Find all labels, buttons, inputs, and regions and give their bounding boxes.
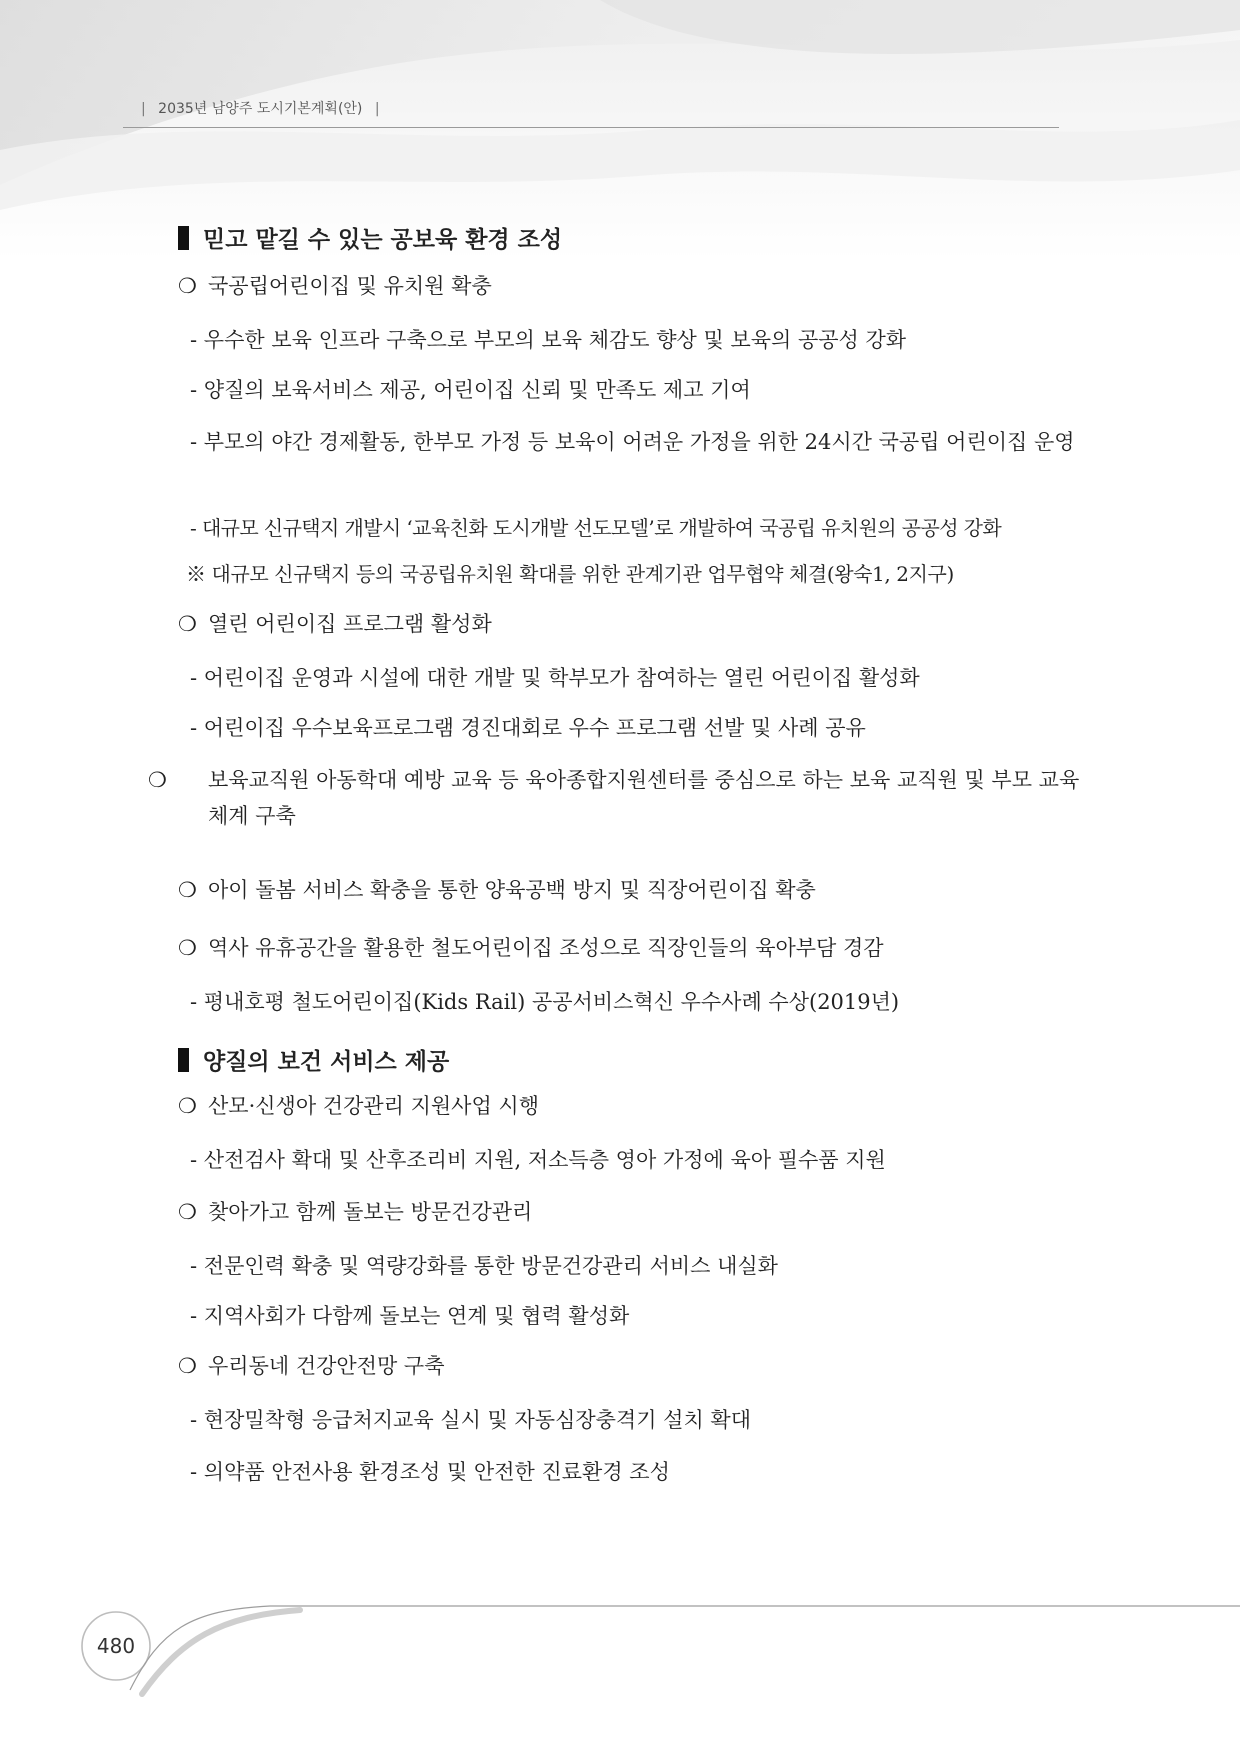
item-text: 현장밀착형 응급처지교육 실시 및 자동심장충격기 설치 확대: [203, 1408, 751, 1432]
item-text: 열린 어린이집 프로그램 활성화: [208, 612, 492, 636]
item-text: 아이 돌봄 서비스 확충을 통한 양육공백 방지 및 직장어린이집 확충: [208, 878, 816, 902]
sub-item: [178, 1248, 1094, 1284]
item-text: 산전검사 확대 및 산후조리비 지원, 저소득층 영아 가정에 육아 필수품 지원: [203, 1148, 886, 1172]
dash-bullet: -: [190, 430, 198, 454]
item-text: 찾아가고 함께 돌보는 방문건강관리: [208, 1200, 533, 1224]
header-bar-left: |: [141, 101, 146, 117]
item-text: ※ 대규모 신규택지 등의 국공립유치원 확대를 위한 관계기관 업무협약 체결(왕숙1, 2지구): [186, 562, 954, 586]
circle-bullet-icon: ❍: [178, 274, 197, 298]
item-text: 부모의 야간 경제활동, 한부모 가정 등 보육이 어려운 가정을 위한 24시간 국공립 어린이집 운영: [203, 430, 1075, 454]
note-item: [178, 556, 1066, 592]
section-marker-icon: [178, 226, 189, 250]
dash-bullet: -: [190, 1254, 198, 1278]
item-text: 역사 유휴공간을 활용한 철도어린이집 조성으로 직장인들의 육아부담 경감: [208, 936, 884, 960]
circle-bullet-icon: ❍: [178, 878, 197, 902]
header-background-swoosh: [0, 0, 1240, 260]
circle-bullet-icon: ❍: [178, 1354, 197, 1378]
item-text: 우수한 보육 인프라 구축으로 부모의 보육 체감도 향상 및 보육의 공공성 강화: [203, 328, 907, 352]
sub-item: [178, 710, 1094, 746]
sub-item: [178, 1454, 1094, 1490]
circle-bullet-icon: ❍: [178, 612, 197, 636]
circle-bullet-icon: ❍: [178, 936, 197, 960]
circle-bullet-icon: ❍: [148, 768, 167, 792]
dash-bullet: -: [190, 716, 198, 740]
list-item: [178, 930, 1058, 966]
footer-swoosh: [70, 1590, 1240, 1700]
dash-bullet: -: [190, 666, 198, 690]
document-title: 2035년 남양주 도시기본계획(안): [158, 101, 363, 117]
item-text: 보육교직원 아동학대 예방 교육 등 육아종합지원센터를 중심으로 하는 보육 교직원 및 부모 교육체계 구축: [208, 768, 1080, 828]
section-marker-icon: [178, 1048, 189, 1072]
item-text: 전문인력 확충 및 역량강화를 통한 방문건강관리 서비스 내실화: [203, 1254, 778, 1278]
item-text: 국공립어린이집 및 유치원 확충: [208, 274, 492, 298]
list-item: [178, 268, 1058, 304]
circle-bullet-icon: ❍: [178, 1200, 197, 1224]
dash-bullet: -: [190, 1460, 198, 1484]
dash-bullet: -: [190, 1304, 198, 1328]
sub-item: [178, 322, 1094, 358]
header-rule: [123, 127, 1059, 128]
section-title: 믿고 맡길 수 있는 공보육 환경 조성: [203, 227, 563, 253]
dash-bullet: -: [190, 990, 198, 1014]
circle-bullet-icon: ❍: [178, 1094, 197, 1118]
item-text: 어린이집 우수보육프로그램 경진대회로 우수 프로그램 선발 및 사례 공유: [203, 716, 866, 740]
list-item: [178, 872, 1058, 908]
sub-item: [178, 1142, 1094, 1178]
dash-bullet: -: [190, 378, 198, 402]
item-text: 평내호평 철도어린이집(Kids Rail) 공공서비스혁신 우수사례 수상(2019년): [203, 990, 900, 1014]
section-heading: [178, 222, 1058, 258]
list-item: [178, 606, 1058, 642]
running-header: [133, 98, 388, 118]
sub-item: [178, 984, 1094, 1020]
list-item: [178, 1348, 1058, 1384]
list-item: [178, 1194, 1058, 1230]
sub-item: [178, 372, 1094, 408]
list-item: [148, 762, 1088, 834]
sub-item: [178, 510, 1094, 546]
item-text: 의약품 안전사용 환경조성 및 안전한 진료환경 조성: [203, 1460, 670, 1484]
item-text: 양질의 보육서비스 제공, 어린이집 신뢰 및 만족도 제고 기여: [203, 378, 751, 402]
page-number: 480: [96, 1634, 136, 1658]
item-text: 산모·신생아 건강관리 지원사업 시행: [208, 1094, 539, 1118]
sub-item: [178, 660, 1094, 696]
item-text: 대규모 신규택지 개발시 ‘교육친화 도시개발 선도모델’로 개발하여 국공립 유치원의 공공성 강화: [201, 516, 1002, 540]
section-heading: [178, 1044, 1058, 1080]
header-bar-right: |: [374, 101, 380, 117]
sub-item: [178, 1402, 1094, 1438]
dash-bullet: -: [190, 1148, 198, 1172]
item-text: 지역사회가 다함께 돌보는 연계 및 협력 활성화: [203, 1304, 630, 1328]
item-text: 어린이집 운영과 시설에 대한 개발 및 학부모가 참여하는 열린 어린이집 활성화: [203, 666, 920, 690]
sub-item: [178, 1298, 1094, 1334]
section-title: 양질의 보건 서비스 제공: [203, 1049, 450, 1075]
dash-bullet: -: [190, 328, 198, 352]
dash-bullet: -: [190, 1408, 198, 1432]
list-item: [178, 1088, 1058, 1124]
item-text: 우리동네 건강안전망 구축: [208, 1354, 445, 1378]
sub-item: [178, 424, 1094, 460]
dash-bullet: -: [190, 516, 197, 540]
